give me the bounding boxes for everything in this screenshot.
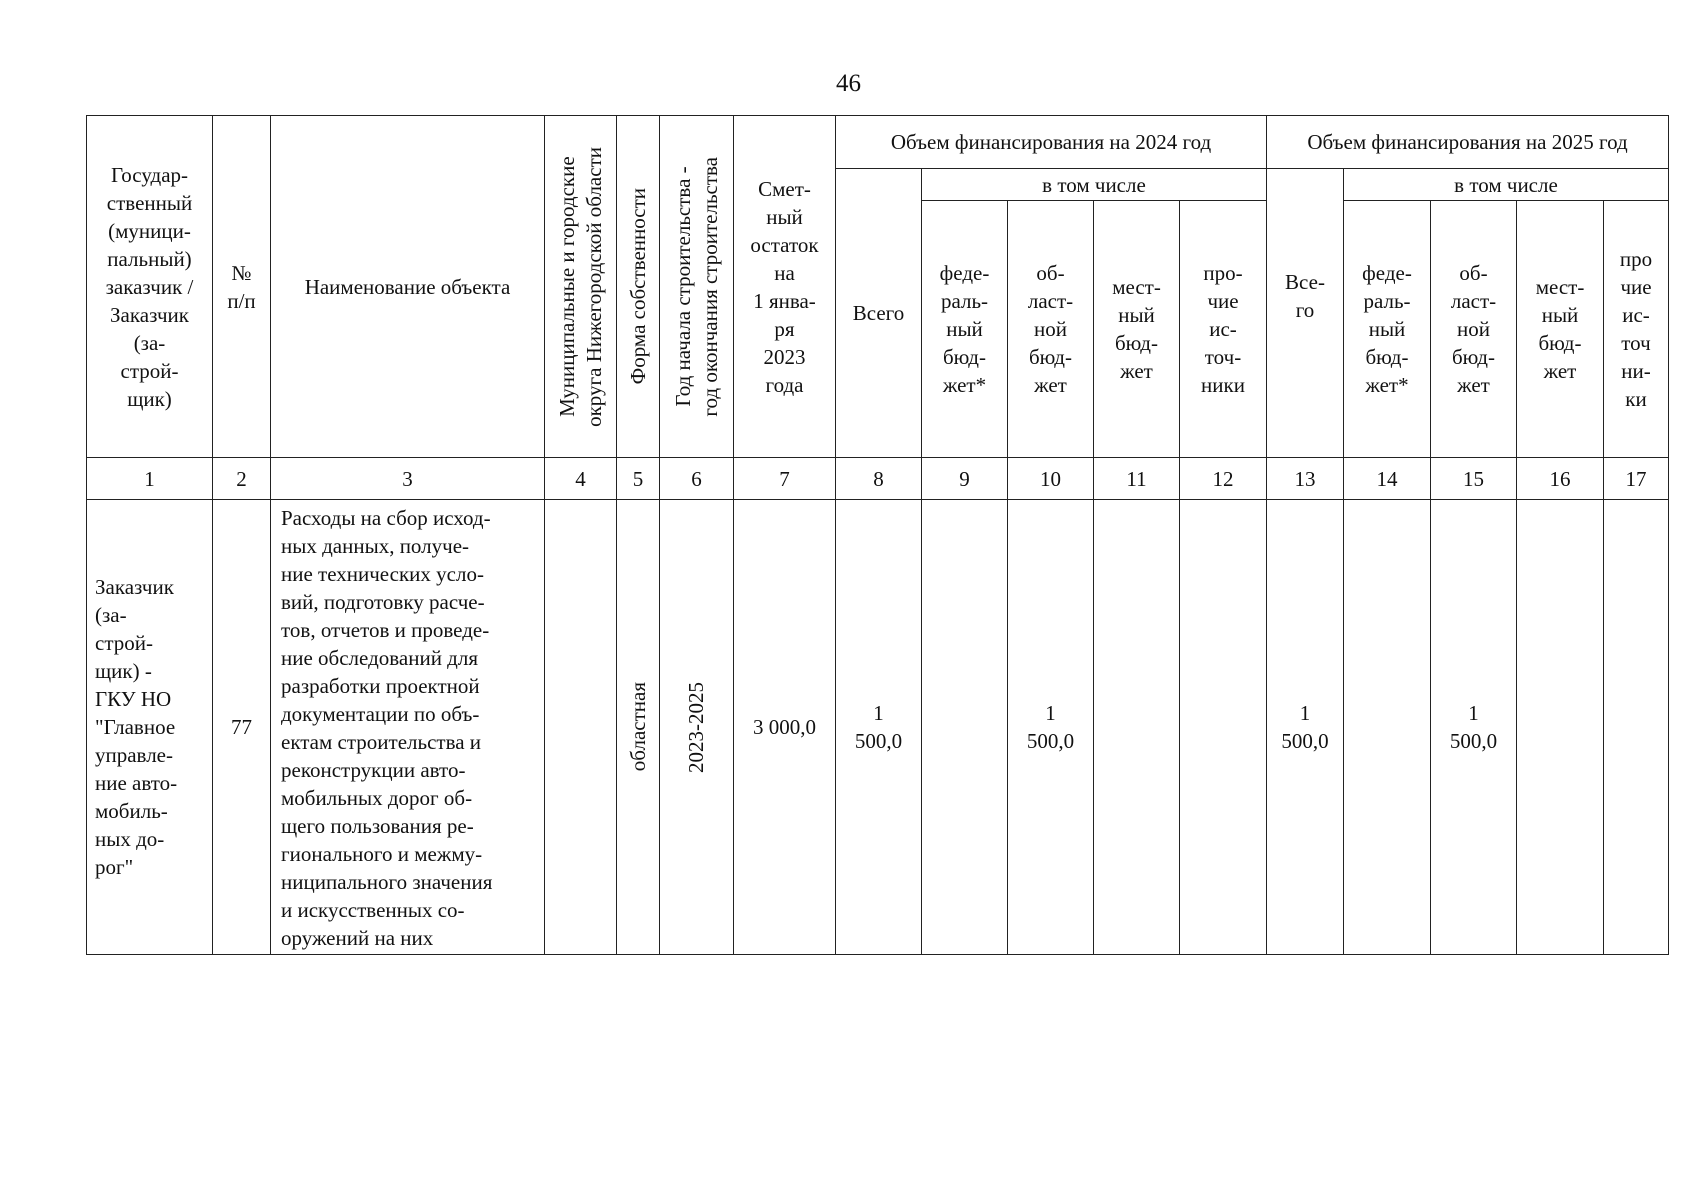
- row-estimate: 3 000,0: [734, 500, 836, 955]
- header-other-2024: про- чие ис- точ- ники: [1180, 201, 1267, 458]
- header-estimate: Смет- ный остаток на 1 янва- ря 2023 года: [734, 116, 836, 458]
- row-ownership-text: областная: [625, 682, 650, 772]
- header-local-2024: мест- ный бюд- жет: [1094, 201, 1180, 458]
- page-number: 46: [836, 70, 861, 97]
- row-years: [660, 500, 734, 955]
- header-including-2024: в том числе: [922, 169, 1267, 201]
- column-number: 13: [1267, 458, 1344, 500]
- header-regional-2025: об- ласт- ной бюд- жет: [1431, 201, 1517, 458]
- row-regional-2025: 1 500,0: [1431, 500, 1517, 955]
- row-number: 77: [213, 500, 271, 955]
- header-years-text: Год начала строительства - год окончания строительства: [670, 156, 722, 417]
- header-customer: Государ- ственный (муници- пальный) заказчик / Заказчик (за- строй- щик): [87, 116, 213, 458]
- header-municipalities-text: Муниципальные и городские округа Нижегородской области: [554, 146, 606, 427]
- column-number: 14: [1344, 458, 1431, 500]
- column-number: 7: [734, 458, 836, 500]
- column-number: 2: [213, 458, 271, 500]
- header-funding-2024: Объем финансирования на 2024 год: [836, 116, 1267, 169]
- row-local-2025: [1517, 500, 1604, 955]
- row-local-2024: [1094, 500, 1180, 955]
- column-number: 8: [836, 458, 922, 500]
- header-total-2024: Всего: [836, 169, 922, 458]
- column-number-row: [87, 458, 1669, 500]
- header-ownership-text: Форма собственности: [625, 188, 650, 385]
- column-number: 4: [545, 458, 617, 500]
- column-number: 11: [1094, 458, 1180, 500]
- row-total-2024: 1 500,0: [836, 500, 922, 955]
- column-number: 16: [1517, 458, 1604, 500]
- header-other-2025: про чие ис- точ ни- ки: [1604, 201, 1669, 458]
- column-number: 15: [1431, 458, 1517, 500]
- header-total-2025: Все- го: [1267, 169, 1344, 458]
- column-number: 5: [617, 458, 660, 500]
- budget-table: [86, 115, 1669, 955]
- header-local-2025: мест- ный бюд- жет: [1517, 201, 1604, 458]
- header-including-2025: в том числе: [1344, 169, 1669, 201]
- header-regional-2024: об- ласт- ной бюд- жет: [1008, 201, 1094, 458]
- header-federal-2025: феде- раль- ный бюд- жет*: [1344, 201, 1431, 458]
- column-number: 9: [922, 458, 1008, 500]
- row-other-2025: [1604, 500, 1669, 955]
- column-number: 12: [1180, 458, 1267, 500]
- header-federal-2024: феде- раль- ный бюд- жет*: [922, 201, 1008, 458]
- header-number: № п/п: [213, 116, 271, 458]
- row-federal-2024: [922, 500, 1008, 955]
- header-years: [660, 116, 734, 458]
- header-object-name: Наименование объекта: [271, 116, 545, 458]
- column-number: 3: [271, 458, 545, 500]
- header-funding-2025: Объем финансирования на 2025 год: [1267, 116, 1669, 169]
- column-number: 10: [1008, 458, 1094, 500]
- header-municipalities: [545, 116, 617, 458]
- row-customer: Заказчик (за- строй- щик) - ГКУ НО "Главное управле- ние авто- мобиль- ных до- рог": [87, 500, 213, 955]
- row-municipality: [545, 500, 617, 955]
- column-number: 1: [87, 458, 213, 500]
- row-total-2025: 1 500,0: [1267, 500, 1344, 955]
- column-number: 17: [1604, 458, 1669, 500]
- header-ownership: [617, 116, 660, 458]
- row-federal-2025: [1344, 500, 1431, 955]
- row-other-2024: [1180, 500, 1267, 955]
- column-number: 6: [660, 458, 734, 500]
- table-row: [87, 500, 1669, 955]
- row-object-name: Расходы на сбор исход- ных данных, получе- ние технических усло- вий, подготовку расче- тов, отчетов и проведе- ние обследований для разработки проектной документации по объ- ектам строительства и реконструкции авто- мобильных дорог об- щего пользования ре- гионального и межму- ниципального значения и искусственных со- оружений на них: [271, 500, 545, 955]
- row-years-text: 2023-2025: [684, 681, 708, 773]
- row-ownership: [617, 500, 660, 955]
- row-regional-2024: 1 500,0: [1008, 500, 1094, 955]
